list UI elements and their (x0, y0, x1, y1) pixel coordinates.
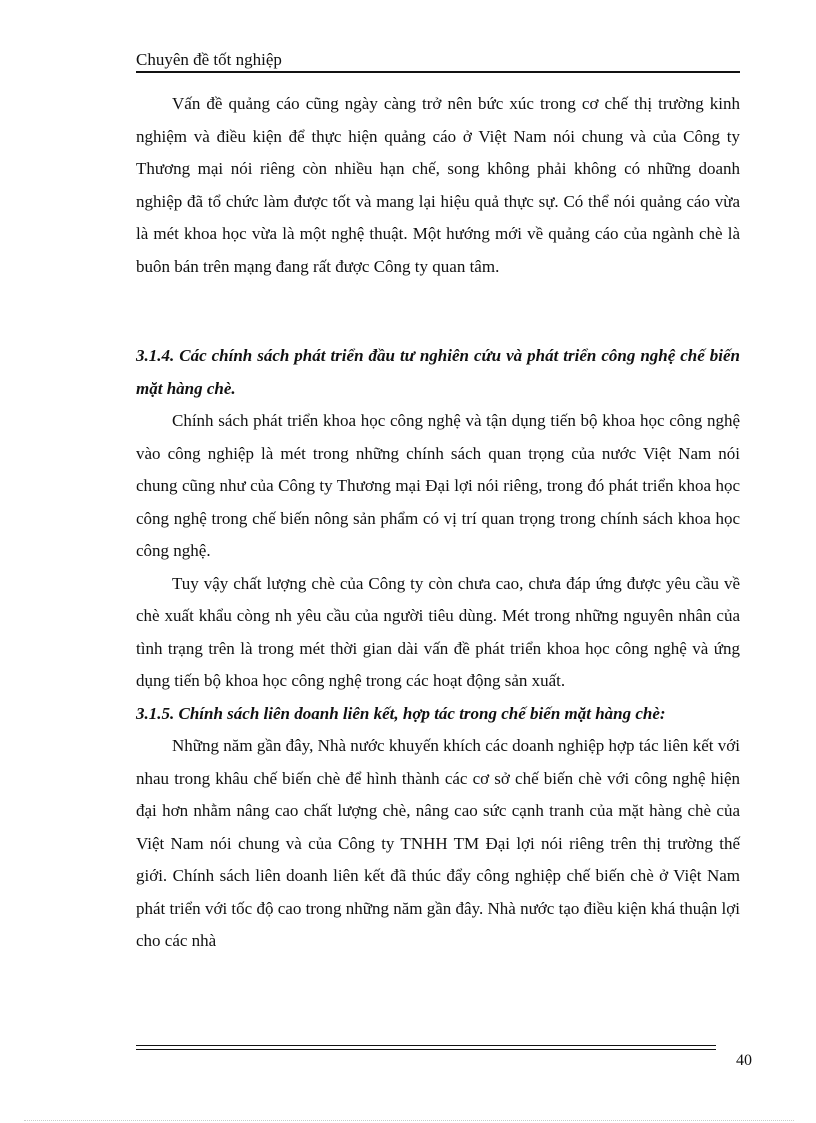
header-divider (136, 71, 740, 73)
document-body (136, 88, 740, 958)
page-header-title: Chuyên đề tốt nghiệp (136, 50, 282, 69)
page-bottom-edge (24, 1120, 794, 1121)
page-number: 40 (736, 1052, 752, 1069)
section-heading-3-1-4: 3.1.4. Các chính sách phát triển đầu tư nghiên cứu và phát triển công nghệ chế biến mặt hàng chè. (136, 346, 740, 398)
section-gap (136, 283, 740, 340)
footer-divider-second (136, 1049, 716, 1050)
paragraph-quality: Tuy vậy chất lượng chè của Công ty còn chưa cao, chưa đáp ứng được yêu cầu về chè xuất khẩu còng nh yêu cầu của người tiêu dùng. Mét trong những nguyên nhân của tình trạng trên là trong mét thời gian dài vấn đề phát triển khoa học công nghệ và ứng dụng tiến bộ khoa học công nghệ trong các hoạt động sản xuất. (136, 573, 740, 690)
paragraph-tech-policy: Chính sách phát triển khoa học công nghệ và tận dụng tiến bộ khoa học công nghệ vào công nghiệp là mét trong những chính sách quan trọng của nước Việt Nam nói chung cũng như của Công ty Thương mại Đại lợi nói riêng, trong đó phát triển khoa học công nghệ trong chế biến nông sản phẩm có vị trí quan trọng trong chính sách khoa học công nghệ. (136, 411, 740, 560)
section-heading-3-1-5: 3.1.5. Chính sách liên doanh liên kết, hợp tác trong chế biến mặt hàng chè: (136, 703, 666, 723)
footer-divider (136, 1045, 716, 1046)
paragraph-joint-venture: Những năm gần đây, Nhà nước khuyến khích các doanh nghiệp hợp tác liên kết với nhau trong khâu chế biến chè để hình thành các cơ sở chế biến chè với công nghệ hiện đại hơn nhằm nâng cao chất lượng chè, nâng cao sức cạnh tranh của mặt hàng chè của Việt Nam nói chung và của Công ty TNHH TM Đại lợi nói riêng trên thị trường thế giới. Chính sách liên doanh liên kết đã thúc đẩy công nghiệp chế biến chè ở Việt Nam phát triển với tốc độ cao trong những năm gần đây. Nhà nước tạo điều kiện khá thuận lợi cho các nhà (136, 736, 740, 950)
paragraph-advertising: Vấn đề quảng cáo cũng ngày càng trở nên bức xúc trong cơ chế thị trường kinh nghiệm và điều kiện để thực hiện quảng cáo ở Việt Nam nói chung và của Công ty Thương mại nói riêng còn nhiều hạn chế, song không phải không có những doanh nghiệp đã tổ chức làm được tốt và mang lại hiệu quả thực sự. Có thể nói quảng cáo vừa là mét khoa học vừa là một nghệ thuật. Một hướng mới về quảng cáo của ngành chè là buôn bán trên mạng đang rất được Công ty quan tâm. (136, 94, 740, 276)
